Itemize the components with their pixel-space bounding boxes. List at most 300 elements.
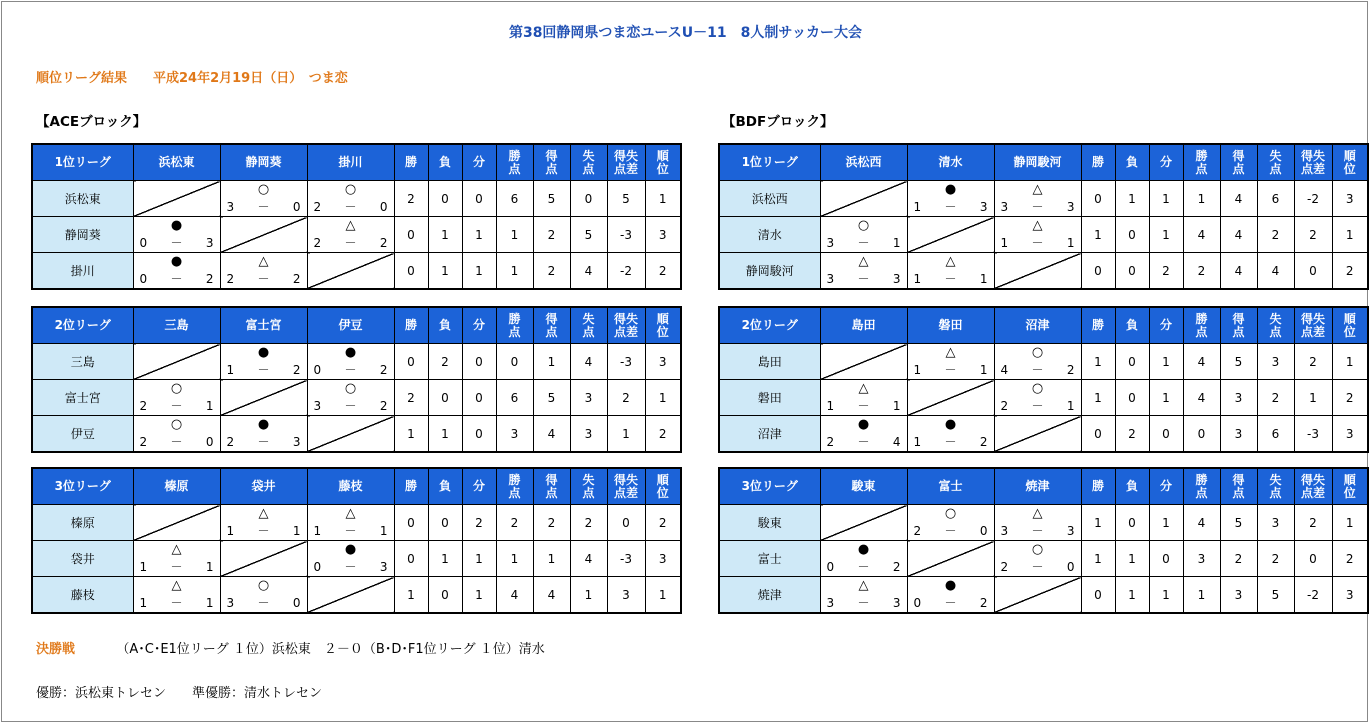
self-match-cell xyxy=(220,380,307,416)
stat-cell: 2 xyxy=(394,380,428,416)
score-dash: － xyxy=(944,596,957,610)
stat-cell: -3 xyxy=(1294,416,1332,453)
score-against: 2 xyxy=(379,363,388,377)
stat-column-header: 負 xyxy=(1115,468,1149,505)
stat-cell: 1 xyxy=(1081,380,1115,416)
stat-cell: 1 xyxy=(1149,380,1183,416)
stat-column-header: 勝 点 xyxy=(1183,144,1220,181)
stat-cell: 0 xyxy=(462,181,496,217)
stat-cell: 1 xyxy=(1149,181,1183,217)
stat-cell: 0 xyxy=(1115,344,1149,380)
stat-column-header: 得失 点差 xyxy=(607,468,645,505)
stat-cell: 2 xyxy=(533,505,570,541)
table-row xyxy=(32,344,681,380)
stat-cell: 0 xyxy=(1081,181,1115,217)
self-match-cell xyxy=(907,217,994,253)
stat-column-header: 順 位 xyxy=(1332,307,1368,344)
result-mark-icon: ● xyxy=(170,254,183,269)
stat-cell: 0 xyxy=(462,416,496,453)
score-against: 1 xyxy=(892,236,901,250)
score-for: 2 xyxy=(1000,560,1009,574)
score-against: 1 xyxy=(979,363,988,377)
stat-cell: 4 xyxy=(1183,344,1220,380)
stat-cell: 0 xyxy=(607,505,645,541)
stat-cell: 1 xyxy=(496,253,533,290)
score-for: 2 xyxy=(139,399,148,413)
league-name: 3位リーグ xyxy=(719,468,820,505)
stat-cell: 0 xyxy=(394,253,428,290)
score-against: 2 xyxy=(379,399,388,413)
score-dash: － xyxy=(944,524,957,538)
stat-column-header: 分 xyxy=(1149,144,1183,181)
row-team-name: 榛原 xyxy=(32,505,133,541)
score-dash: － xyxy=(944,435,957,449)
stat-cell: 1 xyxy=(645,181,681,217)
result-mark-icon: ● xyxy=(944,578,957,593)
score-for: 3 xyxy=(313,399,322,413)
winners-line: 優勝：浜松東トレセン 準優勝：清水トレセン xyxy=(36,686,323,701)
stat-cell: 2 xyxy=(496,505,533,541)
stat-column-header: 勝 xyxy=(1081,468,1115,505)
match-result-cell xyxy=(907,344,994,380)
stat-cell: 2 xyxy=(645,253,681,290)
stat-column-header: 得 点 xyxy=(533,144,570,181)
stat-cell: 3 xyxy=(496,416,533,453)
table-row xyxy=(32,380,681,416)
score-against: 2 xyxy=(292,272,301,286)
score-for: 3 xyxy=(826,272,835,286)
score-against: 1 xyxy=(205,560,214,574)
score-against: 2 xyxy=(205,272,214,286)
stat-column-header: 分 xyxy=(462,144,496,181)
score-for: 4 xyxy=(1000,363,1009,377)
stat-cell: 1 xyxy=(1183,577,1220,614)
result-mark-icon: ● xyxy=(857,417,870,432)
score-for: 1 xyxy=(913,363,922,377)
stat-cell: 0 xyxy=(428,181,462,217)
team-column-header: 沼津 xyxy=(994,307,1081,344)
match-result-cell xyxy=(133,380,220,416)
block-label-bdf: 【BDFブロック】 xyxy=(722,114,834,130)
table-row xyxy=(719,541,1368,577)
final-result: （A･C･E1位リーグ １位）浜松東 ２－０（B･D･F1位リーグ １位）清水 xyxy=(116,642,545,657)
score-for: 2 xyxy=(826,435,835,449)
stat-cell: 3 xyxy=(1220,380,1257,416)
match-result-cell xyxy=(820,577,907,614)
league-table xyxy=(31,467,682,614)
stat-cell: 0 xyxy=(1149,541,1183,577)
stat-column-header: 得失 点差 xyxy=(607,144,645,181)
stat-column-header: 得 点 xyxy=(533,307,570,344)
score-dash: － xyxy=(170,560,183,574)
stat-column-header: 得失 点差 xyxy=(1294,144,1332,181)
final-match xyxy=(36,638,545,657)
match-result-cell xyxy=(994,344,1081,380)
stat-column-header: 分 xyxy=(1149,468,1183,505)
stat-column-header: 勝 xyxy=(1081,307,1115,344)
score-against: 2 xyxy=(292,363,301,377)
stat-column-header: 順 位 xyxy=(645,144,681,181)
stat-cell: 4 xyxy=(1183,217,1220,253)
stat-column-header: 勝 xyxy=(394,468,428,505)
result-mark-icon: ● xyxy=(257,417,270,432)
stat-cell: 0 xyxy=(1081,416,1115,453)
team-column-header: 磐田 xyxy=(907,307,994,344)
stat-cell: 2 xyxy=(1294,344,1332,380)
score-dash: － xyxy=(257,596,270,610)
match-result-cell xyxy=(907,577,994,614)
stat-cell: 2 xyxy=(1257,380,1294,416)
score-dash: － xyxy=(257,200,270,214)
result-mark-icon: ○ xyxy=(857,218,870,233)
stat-cell: 1 xyxy=(570,577,607,614)
score-against: 1 xyxy=(1066,399,1075,413)
stat-cell: 2 xyxy=(1332,253,1368,290)
team-column-header: 島田 xyxy=(820,307,907,344)
score-dash: － xyxy=(344,524,357,538)
score-dash: － xyxy=(170,399,183,413)
score-dash: － xyxy=(1031,560,1044,574)
page-subtitle: 順位リーグ結果 平成24年2月19日（日） つま恋 xyxy=(36,71,348,86)
stat-cell: 1 xyxy=(462,577,496,614)
table-row xyxy=(32,541,681,577)
block-label-ace: 【ACEブロック】 xyxy=(36,114,147,130)
stat-cell: -3 xyxy=(607,217,645,253)
table-row xyxy=(32,253,681,290)
self-match-cell xyxy=(820,344,907,380)
stat-cell: 0 xyxy=(428,505,462,541)
table-row xyxy=(719,344,1368,380)
score-for: 3 xyxy=(226,596,235,610)
result-mark-icon: △ xyxy=(858,254,869,269)
score-for: 1 xyxy=(313,524,322,538)
stat-cell: 5 xyxy=(1257,577,1294,614)
score-for: 1 xyxy=(826,399,835,413)
league-name: 1位リーグ xyxy=(32,144,133,181)
stat-column-header: 勝 xyxy=(394,307,428,344)
stat-cell: 0 xyxy=(1149,416,1183,453)
score-against: 0 xyxy=(979,524,988,538)
score-for: 3 xyxy=(226,200,235,214)
stat-cell: 0 xyxy=(570,181,607,217)
result-mark-icon: △ xyxy=(1032,182,1043,197)
stat-column-header: 失 点 xyxy=(570,307,607,344)
stat-cell: 4 xyxy=(533,416,570,453)
stat-column-header: 得 点 xyxy=(1220,468,1257,505)
score-dash: － xyxy=(170,596,183,610)
stat-cell: 2 xyxy=(645,416,681,453)
stat-cell: 1 xyxy=(394,577,428,614)
stat-cell: 1 xyxy=(1332,344,1368,380)
score-against: 4 xyxy=(892,435,901,449)
score-dash: － xyxy=(857,399,870,413)
stat-cell: 1 xyxy=(1332,217,1368,253)
stat-cell: 3 xyxy=(1220,577,1257,614)
team-column-header: 静岡葵 xyxy=(220,144,307,181)
match-result-cell xyxy=(220,253,307,290)
row-team-name: 浜松西 xyxy=(719,181,820,217)
match-result-cell xyxy=(133,577,220,614)
stat-cell: -3 xyxy=(607,541,645,577)
score-against: 1 xyxy=(292,524,301,538)
score-against: 0 xyxy=(292,200,301,214)
league-table xyxy=(31,306,682,453)
stat-cell: 0 xyxy=(394,344,428,380)
stat-cell: 5 xyxy=(1220,344,1257,380)
result-mark-icon: △ xyxy=(345,218,356,233)
result-mark-icon: △ xyxy=(345,506,356,521)
stat-cell: 2 xyxy=(533,253,570,290)
score-dash: － xyxy=(944,200,957,214)
stat-cell: 6 xyxy=(496,181,533,217)
league-table xyxy=(31,143,682,290)
score-against: 1 xyxy=(892,399,901,413)
self-match-cell xyxy=(220,541,307,577)
score-against: 2 xyxy=(979,596,988,610)
result-mark-icon: ● xyxy=(857,542,870,557)
stat-cell: 4 xyxy=(1257,253,1294,290)
match-result-cell xyxy=(907,253,994,290)
table-row xyxy=(32,217,681,253)
score-for: 1 xyxy=(1000,236,1009,250)
table-row xyxy=(719,577,1368,614)
result-mark-icon: ○ xyxy=(257,578,270,593)
score-dash: － xyxy=(944,363,957,377)
score-for: 0 xyxy=(313,363,322,377)
score-for: 1 xyxy=(913,435,922,449)
stat-cell: 1 xyxy=(1149,577,1183,614)
stat-column-header: 順 位 xyxy=(645,468,681,505)
match-result-cell xyxy=(307,217,394,253)
row-team-name: 三島 xyxy=(32,344,133,380)
stat-cell: 1 xyxy=(1081,541,1115,577)
score-against: 1 xyxy=(979,272,988,286)
score-against: 1 xyxy=(205,399,214,413)
stat-cell: 0 xyxy=(394,541,428,577)
table-row xyxy=(32,181,681,217)
match-result-cell xyxy=(220,577,307,614)
stat-cell: 1 xyxy=(428,416,462,453)
result-mark-icon: △ xyxy=(858,381,869,396)
table-row xyxy=(719,253,1368,290)
stat-cell: -2 xyxy=(1294,577,1332,614)
match-result-cell xyxy=(907,181,994,217)
stat-cell: 3 xyxy=(1257,344,1294,380)
stat-cell: 4 xyxy=(570,344,607,380)
stat-column-header: 勝 xyxy=(1081,144,1115,181)
score-against: 1 xyxy=(205,596,214,610)
match-result-cell xyxy=(994,181,1081,217)
score-dash: － xyxy=(344,200,357,214)
stat-column-header: 得失 点差 xyxy=(1294,468,1332,505)
score-dash: － xyxy=(257,363,270,377)
score-for: 2 xyxy=(226,435,235,449)
stat-cell: 1 xyxy=(607,416,645,453)
row-team-name: 磐田 xyxy=(719,380,820,416)
stat-cell: 3 xyxy=(1332,416,1368,453)
stat-cell: 3 xyxy=(1332,181,1368,217)
team-column-header: 三島 xyxy=(133,307,220,344)
score-for: 0 xyxy=(826,560,835,574)
page-title: 第38回静岡県つま恋ユースU－11 8人制サッカー大会 xyxy=(508,25,863,41)
score-for: 1 xyxy=(139,560,148,574)
stat-cell: 0 xyxy=(1081,577,1115,614)
self-match-cell xyxy=(307,416,394,453)
score-for: 3 xyxy=(826,236,835,250)
team-column-header: 駿東 xyxy=(820,468,907,505)
stat-cell: 2 xyxy=(1115,416,1149,453)
stat-cell: 2 xyxy=(1332,541,1368,577)
stat-cell: 4 xyxy=(1220,181,1257,217)
stat-cell: 0 xyxy=(1294,253,1332,290)
stat-cell: -2 xyxy=(1294,181,1332,217)
match-result-cell xyxy=(994,505,1081,541)
score-for: 2 xyxy=(313,236,322,250)
match-result-cell xyxy=(907,416,994,453)
stat-cell: 3 xyxy=(645,541,681,577)
result-mark-icon: ○ xyxy=(344,182,357,197)
stat-cell: 2 xyxy=(570,505,607,541)
stat-cell: 3 xyxy=(1220,416,1257,453)
stat-cell: 0 xyxy=(496,344,533,380)
stat-column-header: 負 xyxy=(428,307,462,344)
stat-column-header: 負 xyxy=(428,144,462,181)
self-match-cell xyxy=(133,344,220,380)
score-dash: － xyxy=(170,435,183,449)
stat-cell: 3 xyxy=(570,380,607,416)
self-match-cell xyxy=(307,577,394,614)
match-result-cell xyxy=(820,217,907,253)
stat-column-header: 得失 点差 xyxy=(1294,307,1332,344)
stat-cell: 2 xyxy=(462,505,496,541)
result-mark-icon: ● xyxy=(344,345,357,360)
stat-cell: 1 xyxy=(645,577,681,614)
stat-cell: 1 xyxy=(462,541,496,577)
stat-cell: 1 xyxy=(1332,505,1368,541)
stat-column-header: 勝 xyxy=(394,144,428,181)
result-mark-icon: △ xyxy=(258,254,269,269)
result-mark-icon: △ xyxy=(858,578,869,593)
match-result-cell xyxy=(307,505,394,541)
stat-cell: 0 xyxy=(1115,217,1149,253)
match-result-cell xyxy=(133,217,220,253)
score-against: 3 xyxy=(892,272,901,286)
stat-cell: 5 xyxy=(533,181,570,217)
stat-cell: 2 xyxy=(394,181,428,217)
stat-cell: -2 xyxy=(607,253,645,290)
match-result-cell xyxy=(307,344,394,380)
match-result-cell xyxy=(820,253,907,290)
match-result-cell xyxy=(220,181,307,217)
result-mark-icon: △ xyxy=(1032,506,1043,521)
stat-cell: 3 xyxy=(570,416,607,453)
stat-cell: 1 xyxy=(462,217,496,253)
score-against: 0 xyxy=(1066,560,1075,574)
stat-cell: 2 xyxy=(1332,380,1368,416)
stat-cell: 2 xyxy=(1294,505,1332,541)
score-against: 0 xyxy=(205,435,214,449)
score-dash: － xyxy=(344,363,357,377)
self-match-cell xyxy=(220,217,307,253)
stat-column-header: 失 点 xyxy=(570,144,607,181)
match-result-cell xyxy=(907,505,994,541)
stat-cell: 1 xyxy=(1183,181,1220,217)
score-for: 3 xyxy=(826,596,835,610)
league-name: 2位リーグ xyxy=(719,307,820,344)
score-for: 0 xyxy=(313,560,322,574)
score-against: 2 xyxy=(979,435,988,449)
row-team-name: 静岡葵 xyxy=(32,217,133,253)
stat-cell: 2 xyxy=(1220,541,1257,577)
stat-cell: 2 xyxy=(1149,253,1183,290)
team-column-header: 袋井 xyxy=(220,468,307,505)
stat-column-header: 順 位 xyxy=(1332,144,1368,181)
stat-column-header: 勝 点 xyxy=(1183,307,1220,344)
stat-cell: 5 xyxy=(570,217,607,253)
stat-cell: 3 xyxy=(1183,541,1220,577)
match-result-cell xyxy=(220,505,307,541)
score-dash: － xyxy=(1031,524,1044,538)
league-table xyxy=(718,143,1369,290)
result-mark-icon: △ xyxy=(258,506,269,521)
stat-column-header: 順 位 xyxy=(645,307,681,344)
stat-cell: 4 xyxy=(570,541,607,577)
score-dash: － xyxy=(1031,399,1044,413)
self-match-cell xyxy=(907,541,994,577)
stat-cell: 2 xyxy=(1294,217,1332,253)
stat-column-header: 負 xyxy=(1115,144,1149,181)
result-mark-icon: ● xyxy=(344,542,357,557)
score-dash: － xyxy=(1031,363,1044,377)
score-for: 1 xyxy=(226,524,235,538)
match-result-cell xyxy=(994,380,1081,416)
stat-cell: 4 xyxy=(570,253,607,290)
stat-cell: 4 xyxy=(1220,253,1257,290)
score-against: 1 xyxy=(379,524,388,538)
stat-cell: 0 xyxy=(428,380,462,416)
result-mark-icon: △ xyxy=(171,542,182,557)
stat-cell: 4 xyxy=(1183,505,1220,541)
stat-column-header: 勝 点 xyxy=(1183,468,1220,505)
stat-cell: 3 xyxy=(645,344,681,380)
stat-cell: 4 xyxy=(1220,217,1257,253)
stat-cell: 1 xyxy=(645,380,681,416)
score-dash: － xyxy=(857,560,870,574)
stat-cell: 0 xyxy=(428,577,462,614)
score-against: 3 xyxy=(1066,200,1075,214)
stat-cell: 1 xyxy=(1149,217,1183,253)
team-column-header: 富士 xyxy=(907,468,994,505)
score-against: 2 xyxy=(892,560,901,574)
stat-column-header: 失 点 xyxy=(1257,144,1294,181)
result-mark-icon: △ xyxy=(945,254,956,269)
result-mark-icon: ● xyxy=(257,345,270,360)
league-table xyxy=(718,467,1369,614)
score-for: 0 xyxy=(139,272,148,286)
score-dash: － xyxy=(857,236,870,250)
row-team-name: 静岡駿河 xyxy=(719,253,820,290)
stat-column-header: 得 点 xyxy=(1220,144,1257,181)
stat-cell: 1 xyxy=(496,217,533,253)
result-mark-icon: ○ xyxy=(1031,381,1044,396)
team-column-header: 清水 xyxy=(907,144,994,181)
self-match-cell xyxy=(820,181,907,217)
score-against: 3 xyxy=(892,596,901,610)
match-result-cell xyxy=(820,541,907,577)
table-row xyxy=(32,505,681,541)
stat-cell: 3 xyxy=(1257,505,1294,541)
stat-cell: 1 xyxy=(1149,505,1183,541)
